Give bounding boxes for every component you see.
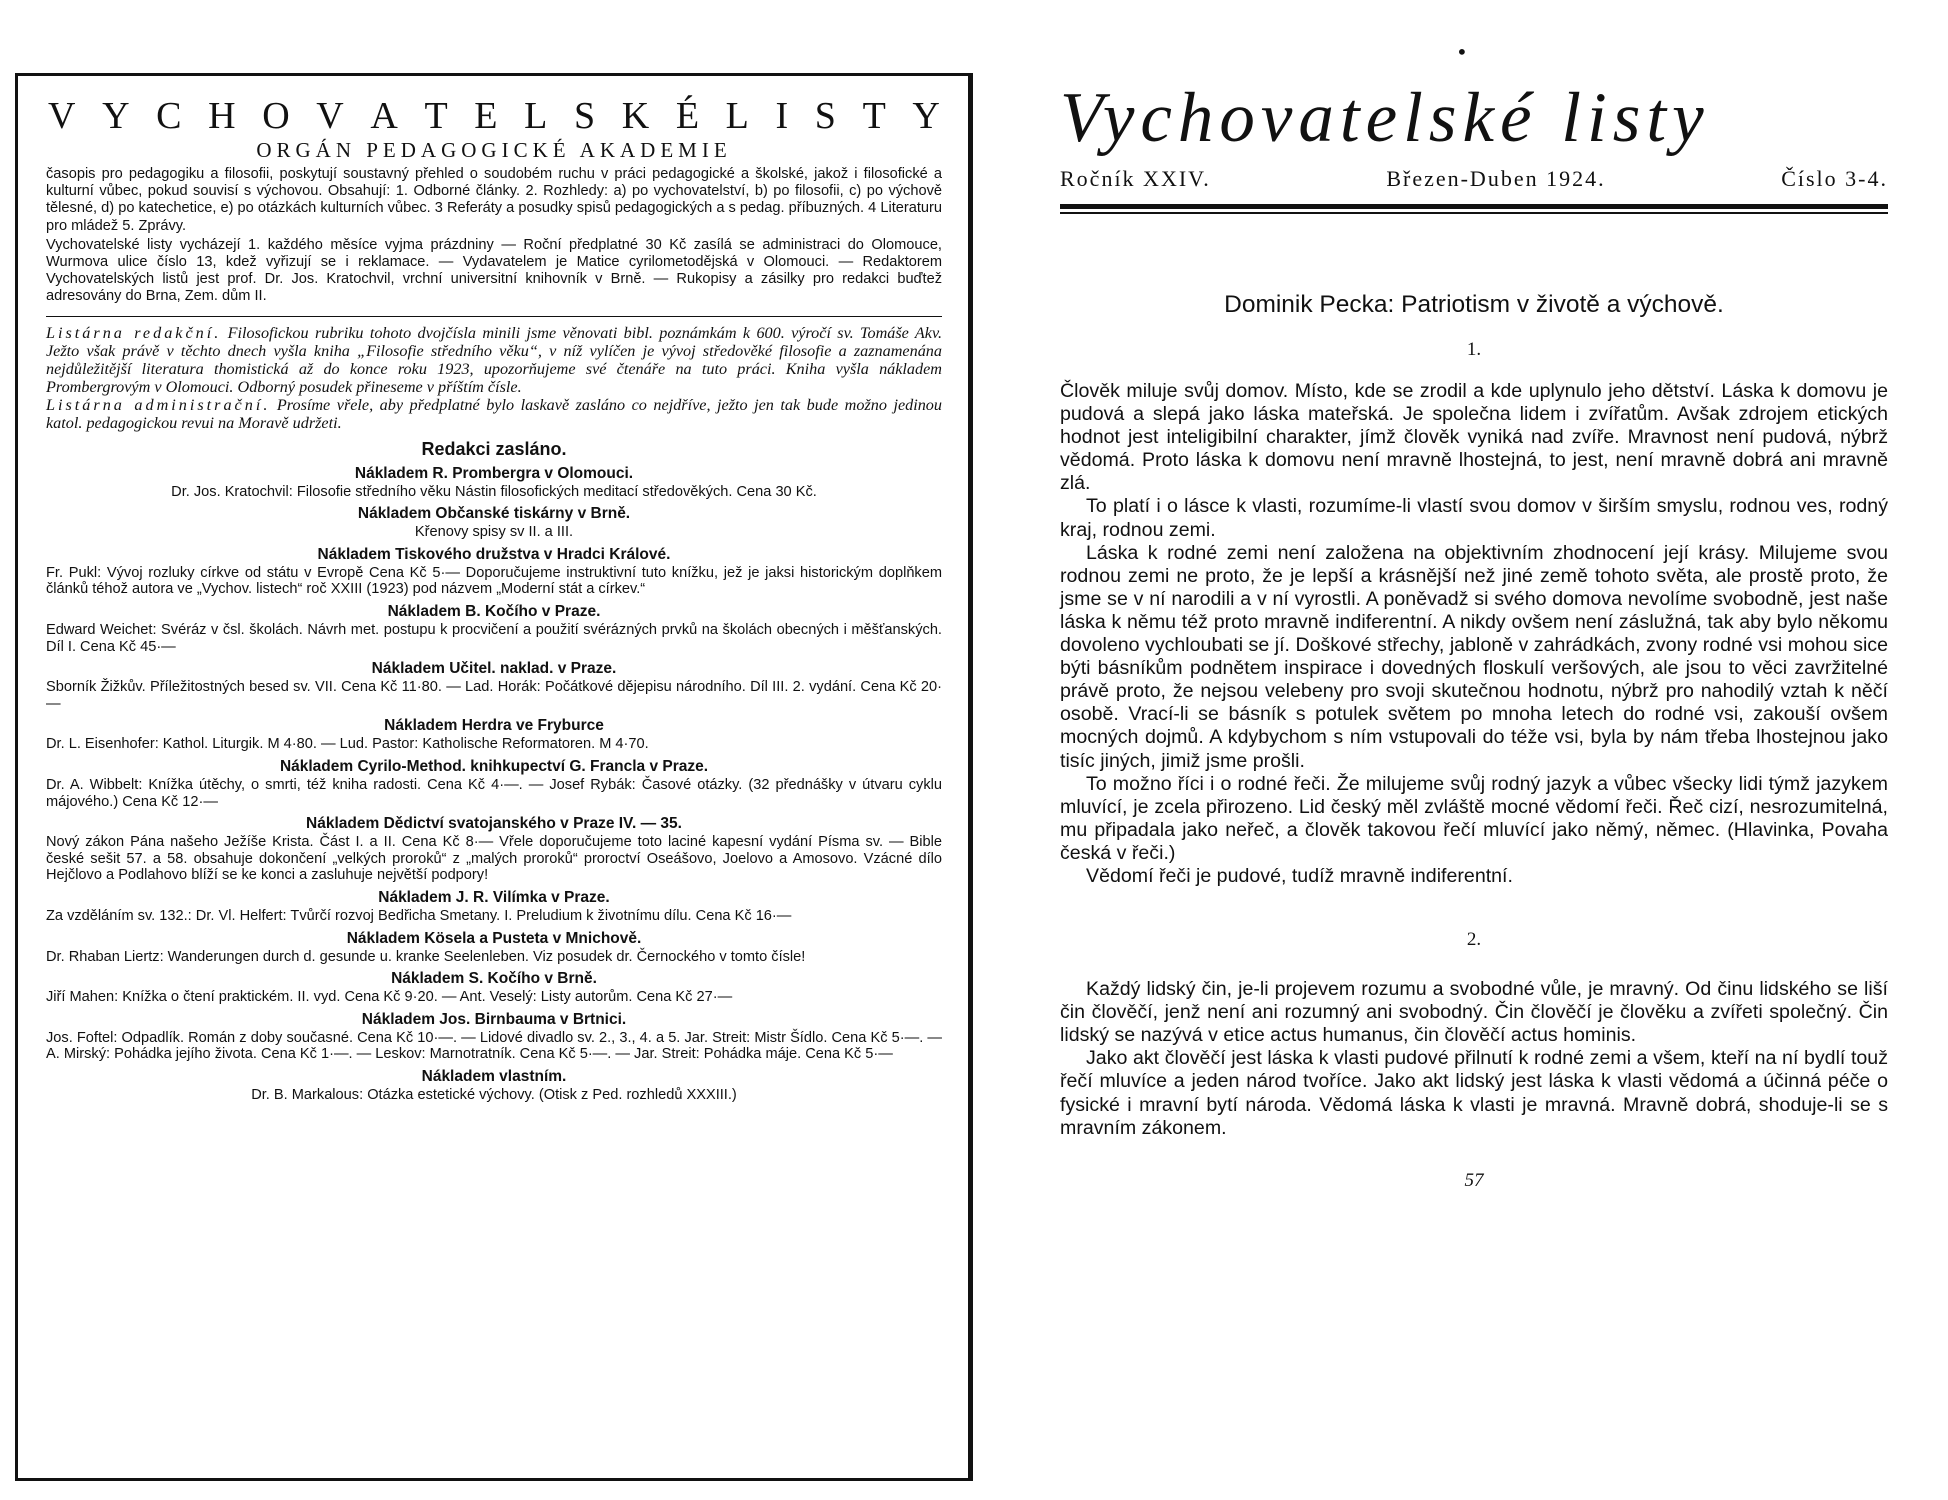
masthead-letter: Y [102, 95, 130, 137]
masthead-letter: E [474, 95, 498, 137]
section-number-2: 2. [1466, 929, 1482, 951]
listarna-redakcni [46, 324, 942, 396]
page-number: 57 [1464, 1169, 1484, 1191]
publisher-heading: Nákladem Dědictví svatojanského v Praze IV. — 35. [306, 815, 682, 833]
masthead-letter: O [262, 95, 290, 137]
masthead-letter: Y [912, 95, 940, 137]
masthead-letter: L [524, 95, 548, 137]
publisher-entry: Jiří Mahen: Knížka o čtení praktickém. II. vyd. Cena Kč 9·20. — Ant. Veselý: Listy autorům. Cena Kč 27·— [46, 989, 733, 1006]
publisher-entry: Dr. L. Eisenhofer: Kathol. Liturgik. M 4·80. — Lud. Pastor: Katholische Reformatoren. M 4·70. [46, 736, 649, 753]
publisher-heading: Nákladem J. R. Vilímka v Praze. [378, 888, 610, 906]
issue-info-row [1060, 166, 1888, 192]
publisher-heading: Nákladem Kösela a Pusteta v Mnichově. [346, 929, 642, 947]
masthead-letter: K [621, 95, 650, 137]
paragraph: To platí i o lásce k vlasti, rozumíme-li vlastí svou domov v širším smyslu, rodnou ves, rodný kraj, rodnou zemi. [1060, 495, 1888, 541]
section-number-1: 1. [1466, 339, 1482, 360]
publisher-entry: Sborník Žižkův. Příležitostných besed sv. VII. Cena Kč 11·80. — Lad. Horák: Počátkové dějepisu národního. Díl III. 2. vydání. Cena Kč 20·— [46, 679, 942, 712]
masthead-letter: S [573, 95, 596, 137]
masthead-letter: S [814, 95, 836, 137]
issue-number: Číslo 3-4. [1781, 166, 1888, 191]
listarna-administracni-text: Prosíme vřele, aby předplatné bylo laskavě zasláno co nejdříve, ježto jen tak bude možno jedinou katol. pedagogickou revui na Moravě udržeti. [46, 395, 942, 432]
masthead-letter: T [862, 95, 886, 137]
right-page [1060, 40, 1888, 1192]
publisher-heading: Nákladem Herdra ve Fryburce [384, 717, 604, 735]
journal-title: Vychovatelské listy [1060, 79, 1710, 157]
paragraph: Každý lidský čin, je-li projevem rozumu a svobodné vůle, je mravný. Od činu lidského se liší čin člověčí, jenž není ani rozumný ani svobodný. Čin člověčí je člověku a zvířeti společný. Čin lidský se nazývá v etice actus humanus, čin člověčí actus hominis. [1060, 978, 1888, 1047]
organ-subtitle: ORGÁN PEDAGOGICKÉ AKADEMIE [256, 138, 732, 162]
listarna-redakcni-label: Listárna redakční. [46, 323, 222, 342]
publisher-entry: Dr. Rhaban Liertz: Wanderungen durch d. gesunde u. kranke Seelenleben. Viz posudek dr. Černockého v tomto čísle! [46, 948, 806, 965]
publisher-entry: Dr. Jos. Kratochvil: Filosofie středního věku Nástin filosofických meditací středověkých. Cena 30 Kč. [171, 483, 817, 500]
publisher-heading: Nákladem Občanské tiskárny v Brně. [357, 505, 631, 523]
masthead-letter: L [725, 95, 749, 137]
publisher-entry: Dr. B. Markalous: Otázka estetické výchovy. (Otisk z Ped. rozhledů XXXIII.) [251, 1086, 737, 1103]
masthead-letter: V [48, 95, 76, 137]
publisher-entry: Nový zákon Pána našeho Ježíše Krista. Část I. a II. Cena Kč 8·— Vřele doporučujeme toto laciné kapesní vydání Písma sv. — Bible české sešit 57. a 58. obsahuje dokončení „velkých proroků“ z „malých proroků“ proroctví Oseášovo, Joelovo a Amosovo. Vzácné dílo Hejčlovo a Podlahovo blíží se ke konci a zasluhuje největší podpory! [46, 834, 942, 884]
masthead-letter: É [675, 95, 700, 137]
publisher-heading: Nákladem Učitel. naklad. v Praze. [371, 660, 617, 678]
masthead-letter: T [424, 95, 448, 137]
paragraph: To možno říci i o rodné řeči. Že milujeme svůj rodný jazyk a vůbec všecky lidi týmž jazykem mluvící, je zcela přirozeno. Lid český měl zvláště mocné vědomí řeči. Řeč cizí, nesrozumitelná, mu připadala jako neřeč, a člověk takovou řečí mluvící jako němý, němec. (Hlavinka, Povaha česká v řeči.) [1060, 772, 1888, 864]
header-rule-thick [1060, 204, 1888, 209]
left-page-advert-box [15, 73, 973, 1481]
intro-text: časopis pro pedagogiku a filosofii, poskytují soustavný přehled o soudobém ruchu v práci pedagogické a školské, jakož i filosofické a kulturní vůbec, pokud souvisí s výchovou. Obsahují: 1. Odborné články. 2. Rozhledy: a) po vychovatelství, b) po filosofii, c) po výchově tělesné, d) po katechetice, e) po otázkách kulturních vůbec. 3 Referáty a posudky spisů pedagogických a s pedag. příbuzných. 4 Literaturu pro mládež 5. Zprávy. [46, 166, 942, 234]
publisher-list [46, 464, 942, 1104]
masthead-letter: A [370, 95, 398, 137]
header-rule-thin [1060, 212, 1888, 214]
masthead-letter: C [156, 95, 182, 137]
paragraph: Vědomí řeči je pudové, tudíž mravně indiferentní. [1086, 864, 1513, 887]
paragraph: Láska k rodné zemi není založena na objektivním zhodnocení její krásy. Milujeme svou rodnou zemi ne proto, že je lepší a krásnější než jiné země tohoto světa, ale prostě proto, že jsme se v ní narodili a v ní vyrostli. A poněvadž si svého domova nevolíme svobodně, jest naše láska k němu též proto mravně indiferentní. A nikdy ovšem není záslužná, tak aby bylo někomu dovoleno vychloubati se jí. Doškové střechy, jabloně v zahrádkách, zvony rodné vsi mohou sice býti básníkům podnětem inspirace i dovedných floskulí veršových, ale jsou to věci zavržitelné právě proto, že nejsou velebeny pro svoji skutečnou hodnotu, nýbrž pro nahodilý vztah k něčí osobě. Vrací-li se básník s potulek světem po mnoha letech do rodné vsi, zakouší ovšem mocných dojmů. A kdybychom s ním vstupovali do téže vsi, byla by nám třeba lhostejnou jako tisíc jiných, jimiž jsme prošli. [1060, 541, 1888, 772]
publisher-heading: Nákladem Tiskového družstva v Hradci Králové. [317, 545, 671, 563]
publisher-entry: Dr. A. Wibbelt: Knížka útěchy, o smrti, též kniha radosti. Cena Kč 4·—. — Josef Rybák: Časové otázky. (32 přednášky v útvaru cyklu májového.) Cena Kč 12·— [46, 776, 942, 810]
paragraph: Člověk miluje svůj domov. Místo, kde se zrodil a kde uplynulo jeho dětství. Láska k domovu je pudová a slepá jako láska mateřská. Je společna lidem i zvířatům. Avšak zdrojem etických hodnot jest inteligibilní charakter, jímž člověk vyniká nad zvíře. Mravnost není pudová, nýbrž vědomá. Proto láska k domovu není mravně lhostejná, to jest, není mravně dobrá ani mravně zlá. [1060, 380, 1888, 495]
publisher-entry: Jos. Foftel: Odpadlík. Román z doby současné. Cena Kč 10·—. — Lidové divadlo sv. 2., 3., 4. a 5. Jar. Streit: Mistr Šídlo. Cena Kč 5·—. — A. Mirský: Pohádka jejího života. Cena Kč 1·—. — Leskov: Marnotratník. Cena Kč 5·—. — Jar. Streit: Pohádka máje. Cena Kč 5·— [46, 1029, 942, 1063]
publisher-entry: Edward Weichet: Svéráz v čsl. školách. Návrh met. postupu k procvičení a použití svérázných prvků na školách obecných i měšťanských. Díl I. Cena Kč 45·— [46, 622, 942, 655]
paragraph: Jako akt člověčí jest láska k vlasti pudové přilnutí k rodné zemi a všem, kteří na ní bydlí touž řečí mluvíce a jeden národ tvoříce. Jako akt lidský jest láska k vlasti vědomá a účinná péče o fysické i mravní bytí národa. Vědomá láska k vlasti je mravná. Mravně dobrá, shoduje-li se s mravním zákonem. [1060, 1047, 1888, 1139]
redakci-zaslano-heading: Redakci zasláno. [421, 438, 567, 459]
subscription-text: Vychovatelské listy vycházejí 1. každého měsíce vyjma prázdniny — Roční předplatné 30 Kč zasílá se administraci do Olomouce, Wurmova ulice číslo 13, kdež vyřizují se i reklamace. — Vydavatelem je Matice cyrilometodějská v Olomouci. — Redaktorem Vychovatelských listů jest prof. Dr. Jos. Kratochvil, vrchní universitní knihovník v Brně. — Rukopisy a zásilky pro redakci buďtež adresovány do Brna, Zem. dům II. [46, 236, 942, 305]
publisher-heading: Nákladem Cyrilo-Method. knihkupectví G. Francla v Praze. [279, 757, 709, 775]
publisher-heading: Nákladem Jos. Birnbauma v Brtnici. [361, 1010, 627, 1028]
masthead-letter: H [208, 95, 236, 137]
article-title: Dominik Pecka: Patriotism v životě a výchově. [1224, 291, 1724, 318]
publisher-entry: Za vzděláním sv. 132.: Dr. Vl. Helfert: Tvůrčí rozvoj Bedřicha Smetany. I. Preludium k životnímu dílu. Cena Kč 16·— [46, 907, 792, 924]
masthead-letter: I [775, 95, 789, 137]
publisher-heading: Nákladem vlastním. [421, 1067, 567, 1085]
listarna-administracni [46, 396, 942, 432]
listarna-redakcni-text: Filosofickou rubriku tohoto dvojčísla minili jsme věnovati bibl. poznámkám k 600. výročí sv. Tomáše Akv. Ježto však právě v těchto dnech vyšla kniha „Filosofie středního věku“, v níž vylíčen je vývoj středověké filosofie a zaznamenána nejdůležitější literatura thomistická až do konce roku 1923, upozorňujeme své čtenáře na tuto práci. Kniha vyšla nákladem Prombergrovým v Olomouci. Odborný posudek přineseme v příštím čísle. [46, 323, 943, 396]
masthead-letter: V [316, 95, 344, 137]
masthead [48, 96, 940, 136]
issue-date: Březen-Duben 1924. [1386, 166, 1606, 191]
divider [46, 316, 942, 317]
listarna-administracni-label: Listárna administrační. [46, 395, 271, 414]
publisher-entry: Fr. Pukl: Vývoj rozluky církve od státu v Evropě Cena Kč 5·— Doporučujeme instruktivní tuto knížku, jež je jaksi historickým doplňkem článků téhož autora ve „Vychov. listech“ roč XXIII (1923) pod názvem „Moderní stát a církev.“ [46, 564, 942, 598]
ink-dot: • [1456, 40, 1468, 64]
section-1-body [1060, 380, 1888, 888]
section-2-body [1060, 978, 1888, 1140]
publisher-heading: Nákladem B. Kočího v Praze. [387, 603, 601, 620]
volume: Ročník XXIV. [1060, 166, 1211, 191]
publisher-heading: Nákladem S. Kočího v Brně. [391, 970, 597, 988]
publisher-heading: Nákladem R. Prombergra v Olomouci. [354, 464, 634, 482]
publisher-entry: Křenovy spisy sv II. a III. [414, 524, 574, 541]
